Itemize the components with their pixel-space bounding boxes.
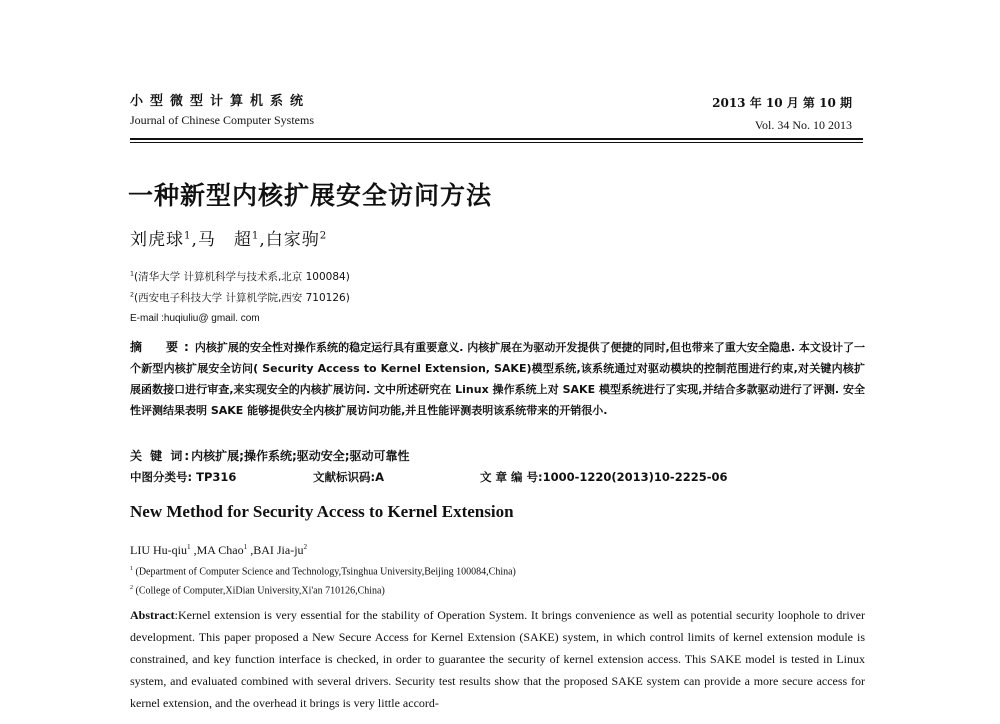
affiliation-en-2	[130, 585, 385, 596]
journal-name-cn: 小型微型计算机系统	[130, 94, 311, 109]
authors-cn	[130, 225, 327, 250]
paper-title-en: New Method for Security Access to Kernel Extension	[130, 502, 514, 521]
abstract-en-text: :Kernel extension is very essential for the stability of Operation System. It brings convenience as well as potential security loophole to driver development. This paper proposed a New Secure Access for Kernel Extension (SAKE) system, in which control limits of kernel extension module is constrained, and key function interface is checked, in order to guarantee the security of kernel extension access. This SAKE model is tested in Linux system, and evaluated combined with several drivers. Security test results show that the proposed SAKE system can provide a more secure access for kernel extension, and the overhead it brings is very little accord-	[130, 608, 865, 710]
abstract-cn	[130, 337, 865, 421]
author-sep: ,	[190, 543, 197, 557]
journal-name-en: Journal of Chinese Computer Systems	[130, 113, 314, 127]
author-name: LIU Hu-qiu	[130, 543, 187, 557]
issue-info-cn: 2013 年 10 月 第 10 期	[712, 96, 852, 110]
article-no-value: 1000-1220(2013)10-2225-06	[542, 470, 728, 484]
author-sep: ,	[247, 543, 254, 557]
article-no-label: 文 章 编 号:	[480, 470, 543, 484]
aff-text: (清华大学 计算机科学与技术系,北京 100084)	[134, 271, 350, 283]
aff-sup: 1	[130, 270, 135, 278]
clc-label: 中图分类号:	[130, 470, 193, 484]
author-name: 白家驹	[265, 230, 320, 250]
abstract-en-label: Abstract	[130, 608, 175, 622]
author-sup: 1	[251, 230, 260, 242]
author-sup: 1	[243, 543, 248, 551]
author-sup: 1	[187, 543, 191, 551]
header-rule-thin	[130, 142, 863, 143]
author-name: 马 超	[197, 230, 252, 250]
author-sep: ,	[191, 230, 198, 250]
doc-code-value: A	[375, 470, 385, 484]
author-sep: ,	[259, 230, 266, 250]
article-number	[480, 469, 727, 485]
paper-title-cn: 一种新型内核扩展安全访问方法	[128, 181, 493, 210]
aff-text: (西安电子科技大学 计算机学院,西安 710126)	[134, 292, 350, 304]
clc-code	[130, 469, 236, 485]
doc-code	[313, 469, 384, 485]
aff-sup: 2	[130, 585, 133, 591]
author-name: MA Chao	[196, 543, 244, 557]
clc-value: TP316	[196, 470, 237, 484]
aff-text: (College of Computer,XiDian University,Xi'an 710126,China)	[135, 585, 385, 597]
affiliation-en-1	[130, 566, 516, 577]
abstract-cn-label: 摘 要:	[130, 340, 195, 354]
keywords-cn	[130, 447, 410, 464]
author-email: E-mail :huqiuliu@ gmail. com	[130, 313, 260, 324]
affiliation-cn-1	[130, 269, 350, 284]
aff-sup: 1	[130, 566, 133, 572]
authors-en	[130, 543, 307, 558]
abstract-cn-text: 内核扩展的安全性对操作系统的稳定运行具有重要意义. 内核扩展在为驱动开发提供了便捷的同时,但也带来了重大安全隐患. 本文设计了一个新型内核扩展安全访问( Security Access to Kernel Extension, SAKE)模型系统,该系统通过对驱动模块的控制范围进行约束,对关键内核扩展函数接口进行审查,来实现安全的内核扩展访问. 文中所述研究在 Linux 操作系统上对 SAKE 模型系统进行了实现,并结合多款驱动进行了评测. 安全性评测结果表明 SAKE 能够提供安全内核扩展访问功能,并且性能评测表明该系统带来的开销很小.	[130, 341, 865, 417]
author-sup: 1	[184, 230, 192, 242]
author-sup: 2	[303, 543, 308, 551]
issue-info-en: Vol. 34 No. 10 2013	[754, 118, 852, 132]
aff-sup: 2	[130, 291, 135, 299]
keywords-cn-text: 内核扩展;操作系统;驱动安全;驱动可靠性	[191, 449, 410, 463]
aff-text: (Department of Computer Science and Technology,Tsinghua University,Beijing 100084,China)	[135, 566, 516, 578]
abstract-en	[130, 604, 865, 714]
author-name: 刘虎球	[130, 230, 184, 250]
author-sup: 2	[319, 230, 328, 242]
affiliation-cn-2	[130, 290, 350, 305]
doc-code-label: 文献标识码:	[313, 470, 376, 484]
keywords-cn-label: 关 键 词:	[130, 449, 192, 463]
author-name: BAI Jia-ju	[253, 543, 304, 557]
header-rule	[130, 138, 863, 140]
